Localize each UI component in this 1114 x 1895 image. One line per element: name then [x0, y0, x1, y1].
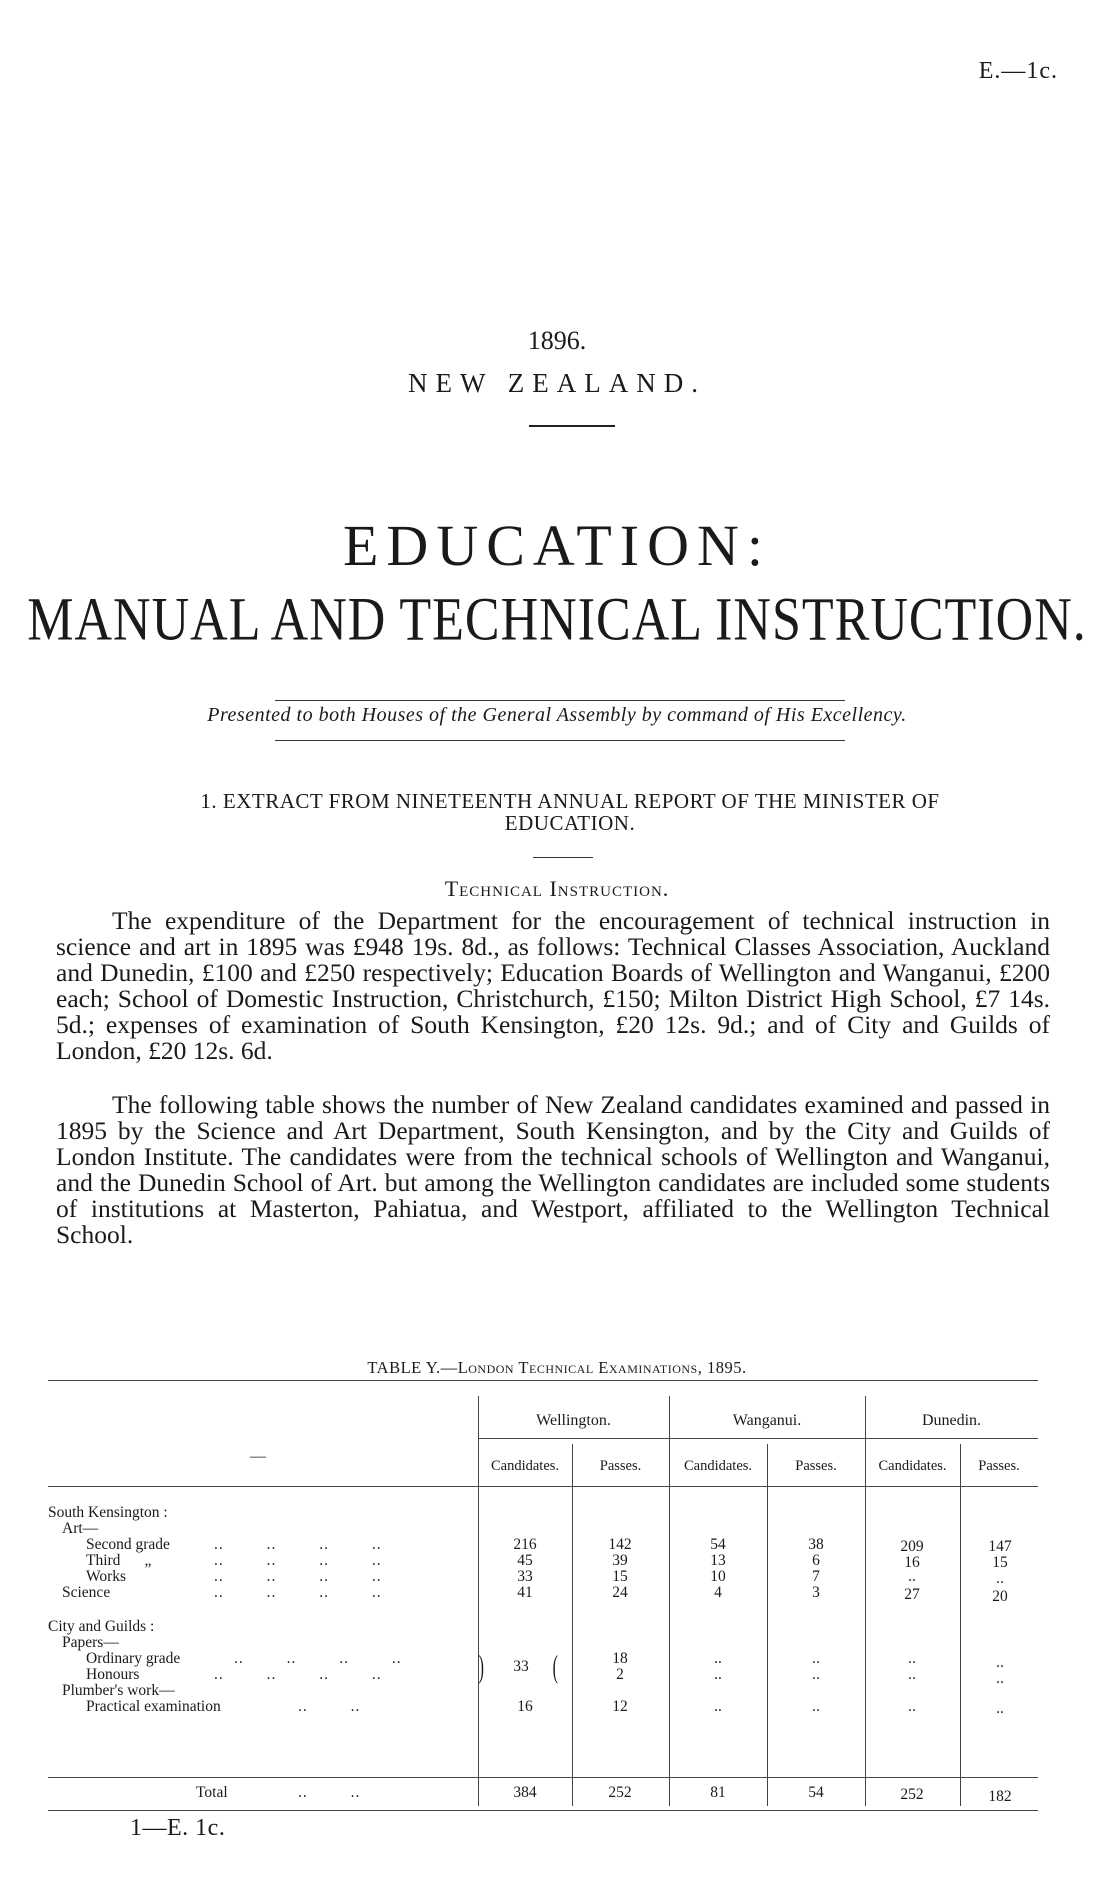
table-col-rule	[572, 1444, 573, 1806]
table-group-rule	[478, 1438, 1038, 1439]
cell: ..	[812, 1650, 820, 1667]
table-caption-year: 1895.	[706, 1358, 747, 1377]
cell: ..	[714, 1650, 722, 1667]
cell: 6	[812, 1552, 820, 1569]
cell: 182	[988, 1788, 1012, 1805]
cell: 54	[710, 1536, 726, 1553]
cell: 15	[992, 1554, 1008, 1571]
section-heading	[100, 790, 1040, 834]
bracket: (	[552, 1648, 558, 1684]
cell: ..	[996, 1700, 1004, 1717]
row-label-plumbers-work: Plumber's work—	[62, 1682, 175, 1699]
divider	[529, 425, 615, 427]
paragraph-text: The expenditure of the Department for the encouragement of technical instruction in science and art in 1895 was £948 19s. 8d., as follows: Technical Classes Association, Auckland and Dunedin, £100 and £250 respectively; Education Boards of Wellington and Wanganui, £200 each; School of Domestic Instruction, Christchurch, £150; Milton District High School, £7 14s. 5d.; expenses of examination of South Kensington, £20 12s. 9d.; and of City and Guilds of London, £20 12s. 6d.	[56, 906, 1050, 1065]
row-label-works: Works	[86, 1568, 127, 1585]
leader-dots: .. .. .. ..	[214, 1536, 382, 1553]
cell: ..	[812, 1698, 820, 1715]
bracket: )	[478, 1648, 484, 1684]
row-label-honours: Honours	[86, 1666, 140, 1683]
cell: 18	[612, 1650, 628, 1667]
cell: ..	[908, 1698, 916, 1715]
row-label-practical-examination: Practical examination	[86, 1698, 221, 1715]
row-label-art: Art—	[62, 1520, 99, 1537]
section-heading-line2: EDUCATION.	[504, 811, 636, 835]
table-top-rule	[48, 1380, 1038, 1381]
cell: 10	[710, 1568, 726, 1585]
paragraph-text: The following table shows the number of New Zealand candidates examined and passed in 1895 by the Science and Art Department, South Kensington, and by the City and Guilds of London Institute. The candidates were from the technical schools of Wellington and Wanganui, and the Dunedin School of Art. but among the Wellington candidates are included some students of institutions at Masterton, Pahiatua, and Westport, affiliated to the Wellington Technical School.	[56, 1090, 1050, 1249]
cell: 252	[608, 1784, 632, 1801]
leader-dots: .. .. .. ..	[234, 1650, 402, 1667]
cell: ..	[996, 1670, 1004, 1687]
cell: ..	[908, 1650, 916, 1667]
group-header-wellington: Wellington.	[536, 1412, 611, 1429]
cell: 27	[904, 1586, 920, 1603]
section-heading-line1: 1. EXTRACT FROM NINETEENTH ANNUAL REPORT OF THE MINISTER OF	[200, 789, 940, 813]
leader-dots: .. ..	[298, 1698, 361, 1715]
cell: 2	[616, 1666, 624, 1683]
cell: 4	[714, 1584, 722, 1601]
cell: ..	[996, 1570, 1004, 1587]
cell: 12	[612, 1698, 628, 1715]
row-label-papers: Papers—	[62, 1634, 119, 1651]
col-header-passes: Passes.	[599, 1458, 642, 1474]
cell: 20	[992, 1588, 1008, 1605]
row-label-second-grade: Second grade	[86, 1536, 170, 1553]
row-label-south-kensington: South Kensington :	[48, 1504, 168, 1521]
cell: 16	[904, 1554, 920, 1571]
cell: 38	[808, 1536, 824, 1553]
divider	[275, 700, 845, 701]
cell: 384	[513, 1784, 537, 1801]
cell: 41	[517, 1584, 533, 1601]
table-caption-name: London Technical Examinations,	[457, 1358, 703, 1377]
cell: ..	[812, 1666, 820, 1683]
cell: 7	[812, 1568, 820, 1585]
cell: ..	[714, 1666, 722, 1683]
table-bottom-rule	[48, 1810, 1038, 1811]
cell: 33	[513, 1658, 529, 1675]
cell: 54	[808, 1784, 824, 1801]
row-label-third-text: Third	[86, 1552, 121, 1569]
cell: ..	[908, 1666, 916, 1683]
leader-dots: .. .. .. ..	[214, 1584, 382, 1601]
col-header-candidates: Candidates.	[490, 1458, 560, 1474]
cell: 147	[988, 1538, 1012, 1555]
document-reference: E.—1c.	[978, 58, 1058, 84]
group-header-wanganui: Wanganui.	[732, 1412, 802, 1429]
cell: ..	[908, 1568, 916, 1585]
cell: 15	[612, 1568, 628, 1585]
cell: 81	[710, 1784, 726, 1801]
cell: 39	[612, 1552, 628, 1569]
table-caption-prefix: TABLE Y.—	[367, 1358, 458, 1377]
table-col-rule	[960, 1444, 961, 1806]
page-subtitle: MANUAL AND TECHNICAL INSTRUCTION.	[27, 586, 1087, 654]
cell: 142	[608, 1536, 632, 1553]
row-label-science: Science	[62, 1584, 111, 1601]
cell: 216	[513, 1536, 537, 1553]
col-header-candidates: Candidates.	[878, 1458, 947, 1474]
row-label-total: Total	[196, 1784, 228, 1801]
divider	[275, 740, 845, 741]
cell: ..	[996, 1654, 1004, 1671]
cell: 209	[900, 1538, 924, 1555]
row-label-ordinary-grade: Ordinary grade	[86, 1650, 181, 1667]
presented-note: Presented to both Houses of the General Assembly by command of His Excellency.	[207, 704, 907, 726]
col-header-passes: Passes.	[795, 1458, 837, 1474]
table-col-rule	[767, 1444, 768, 1806]
subheading: Technical Instruction.	[444, 876, 670, 901]
cell: 252	[900, 1786, 924, 1803]
leader-dots: .. ..	[298, 1784, 361, 1801]
table-header-rule	[48, 1486, 1038, 1487]
row-label-city-and-guilds: City and Guilds :	[48, 1618, 155, 1635]
cell: 3	[812, 1584, 820, 1601]
page-footer: 1—E. 1c.	[130, 1815, 226, 1841]
country: NEW ZEALAND.	[408, 368, 706, 398]
table-total-rule	[48, 1777, 1038, 1778]
group-header-dunedin: Dunedin.	[921, 1412, 982, 1429]
paragraph-candidates	[56, 1092, 1050, 1248]
leader-dots: .. .. .. ..	[214, 1666, 382, 1683]
table-caption	[0, 1358, 1114, 1378]
cell: 16	[517, 1698, 533, 1715]
col-header-passes: Passes.	[978, 1458, 1020, 1474]
stub-header: —	[250, 1448, 266, 1465]
cell: 24	[612, 1584, 628, 1601]
ditto-mark: „	[144, 1552, 152, 1569]
leader-dots: .. .. .. ..	[214, 1552, 382, 1569]
leader-dots: .. .. .. ..	[214, 1568, 382, 1585]
cell: 33	[517, 1568, 533, 1585]
year: 1896.	[527, 326, 587, 355]
cell: ..	[714, 1698, 722, 1715]
paragraph-expenditure	[56, 908, 1050, 1064]
col-header-candidates: Candidates.	[683, 1458, 753, 1474]
page-title: EDUCATION:	[343, 513, 771, 578]
divider	[533, 857, 593, 858]
cell: 13	[710, 1552, 726, 1569]
cell: 45	[517, 1552, 533, 1569]
